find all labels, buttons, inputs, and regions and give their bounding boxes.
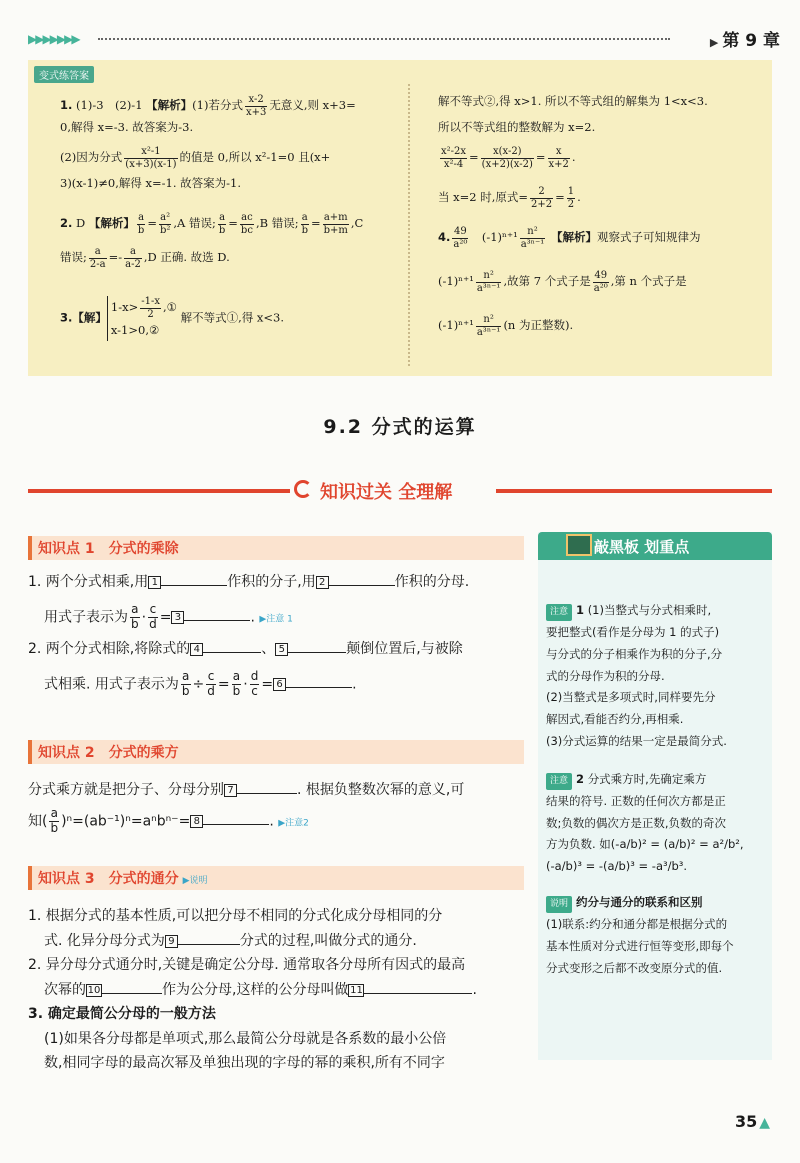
answer-line: 3)(x-1)≠0,解得 x=-1. 故答案为-1. xyxy=(60,176,242,190)
dotted-rule xyxy=(98,38,670,40)
kp2-name: 分式的乘方 xyxy=(108,745,179,761)
note-1-link[interactable]: ▶注意 1 xyxy=(259,614,293,625)
kp3-line: 2. 异分母分式通分时,关键是确定公分母. 通常取各分母所有因式的最高 xyxy=(28,957,466,973)
kp1-line: 式相乘. 用式子表示为 $\frac{a}{b}$ ÷ $\frac{c}{d}$ = $\frac{a}{b}$ · $\frac{d}{c}$ = 6 . xyxy=(44,669,357,698)
answer-line: 解不等式②,得 x>1. 所以不等式组的解集为 1<x<3. xyxy=(438,94,708,108)
answer-line: (-1)ⁿ⁺¹ $\frac{\text{n²}}{\text{a³ⁿ⁻¹}}$ ,故第 7 个式子是 $\frac{49}{\text{a²⁰}}$ ,第 n 个式子是 xyxy=(438,270,687,294)
sidebar-note-1: 注意 1 (1)当整式与分式相乘时, 要把整式(看作是分母为 1 的式子) 与分式的分子相乘作为积的分子,分 式的分母作为积的分母. (2)当整式是多项式时,同样要先分 解因式,看能否约分,再相乘. (3)分式运算的结果一定是最简分式. xyxy=(546,603,727,749)
answers-right-column xyxy=(438,94,768,338)
key-points-sidebar xyxy=(538,532,772,1060)
sidebar-note-2: 注意 2 分式乘方时,先确定乘方 结果的符号. 正数的任何次方都是正 数;负数的偶次方是正数,负数的奇次 方为负数. 如(-a/b)² = (a/b)² = a²/b², (-a/b)³ = -(a/b)³ = -a³/b³. xyxy=(546,771,744,874)
kp1-body xyxy=(28,570,528,699)
sidebar-header xyxy=(538,532,772,560)
answer-tag: 变式练答案 xyxy=(34,66,94,83)
blackboard-icon xyxy=(566,534,592,556)
blank-10[interactable] xyxy=(102,978,162,994)
answer-line: (2)因为分式 $\frac{\text{x²-1}}{(x+3)(x-1)}$ 的值是 0,所以 x²-1=0 且(x+ xyxy=(60,146,331,170)
kp3-line: 式. 化异分母分式为 9 分式的过程,叫做分式的通分. xyxy=(28,929,528,954)
swirl-icon xyxy=(294,480,312,498)
answer-line: 2. D 【解析】 $\frac{a}{b}$ = $\frac{\text{a²}}{\text{b²}}$ ,A 错误; $\frac{a}{b}$ = $\frac{ac}{bc}$ ,B 错误; $\frac{a}{b}$ = $\frac{a+m}{b+m}$ ,C xyxy=(60,212,364,236)
section-title: 9.2 分式的运算 xyxy=(323,416,477,438)
banner-rule-left xyxy=(28,489,290,493)
note-tag-icon: 注意 xyxy=(546,604,572,621)
kp2-line: 分式乘方就是把分子、分母分别 7 . 根据负整数次幂的意义,可 xyxy=(28,778,528,803)
answer-line: 所以不等式组的整数解为 x=2. xyxy=(438,120,596,134)
kp2-heading xyxy=(28,740,524,764)
kp2-body xyxy=(28,778,528,835)
page-decoration-icon: ▲ xyxy=(759,1115,770,1131)
answer-line: (-1)ⁿ⁺¹ $\frac{\text{n²}}{\text{a³ⁿ⁻¹}}$ (n 为正整数). xyxy=(438,314,574,338)
kp1-line: 1. 两个分式相乘,用 1 作积的分子,用 2 作积的分母. xyxy=(28,570,528,595)
kp3-line: 次幂的 10 作为公分母,这样的公分母叫做 11 . xyxy=(28,978,528,1003)
page-number: 35 ▲ xyxy=(734,1112,770,1131)
sidebar-title: 敲黑板 划重点 xyxy=(594,538,690,556)
blank-11[interactable] xyxy=(364,978,472,994)
explain-link[interactable]: ▶说明 xyxy=(182,876,208,886)
blank-2[interactable] xyxy=(329,570,395,586)
top-bar xyxy=(28,28,780,50)
answer-panel xyxy=(28,60,772,376)
answer-line: 当 x=2 时,原式= $\frac{2}{2+2}$ = $\frac{1}{2}$ . xyxy=(438,186,581,210)
kp3-heading xyxy=(28,866,524,890)
column-divider xyxy=(408,84,410,366)
kp1-title: 知识点 1 xyxy=(38,541,95,557)
answer-line: $\frac{\text{x²-2x}}{\text{x²-4}}$ = $\frac{x(x-2)}{(x+2)(x-2)}$ = $\frac{x}{x+2}$ . xyxy=(441,146,576,170)
answers-left-column xyxy=(60,94,400,341)
kp3-line: 3. 确定最简公分母的一般方法 xyxy=(28,1006,216,1022)
note-tag-icon: 注意 xyxy=(546,773,572,790)
note-2-link[interactable]: ▶注意2 xyxy=(278,818,309,829)
kp2-title: 知识点 2 xyxy=(38,745,95,761)
blank-5[interactable] xyxy=(288,637,346,653)
blank-1[interactable] xyxy=(161,570,227,586)
answer-line: 3.【解】1-x> $\frac{-1-x}{2}$ ,① x-1>0,② 解不等式①,得 x<3. xyxy=(60,296,400,341)
blank-8[interactable] xyxy=(203,809,269,825)
kp3-line: (1)如果各分母都是单项式,那么最简公分母就是各系数的最小公倍 xyxy=(44,1030,447,1047)
kp3-line: 数,相同字母的最高次幂及单独出现的字母的幂的乘积,所有不同字 xyxy=(44,1055,445,1071)
answer-line: 4. $\frac{49}{\text{a²⁰}}$ (-1)ⁿ⁺¹ $\frac{\text{n²}}{\text{a³ⁿ⁻¹}}$ 【解析】观察式子可知规律为 xyxy=(438,226,701,250)
kp1-line: 2. 两个分式相除,将除式的 4 、 5 颠倒位置后,与被除 xyxy=(28,637,528,662)
kp3-body xyxy=(28,904,528,1076)
kp1-name: 分式的乘除 xyxy=(108,541,179,557)
blank-3[interactable] xyxy=(184,605,250,621)
sidebar-note-3: 说明 约分与通分的联系和区别 (1)联系:约分和通分都是根据分式的 基本性质对分式进行恒等变形,即每个 分式变形之后都不改变原分式的值. xyxy=(546,895,734,975)
blank-7[interactable] xyxy=(237,778,297,794)
arrow-decoration-icon: ▶▶▶▶▶▶▶ xyxy=(28,32,79,46)
blank-9[interactable] xyxy=(178,929,240,945)
answer-line: 0,解得 x=-3. 故答案为-3. xyxy=(60,120,194,134)
kp2-line: 知( $\frac{a}{b}$ )ⁿ=(ab⁻¹)ⁿ=aⁿbⁿ⁻= 8 . ▶注意2 xyxy=(28,805,309,835)
answer-line: 1. (1)-3 (2)-1 【解析】(1)若分式 $\frac{x-2}{x+3}$ 无意义,则 x+3= xyxy=(60,94,356,118)
kp3-name: 分式的通分 xyxy=(108,871,179,887)
kp1-heading xyxy=(28,536,524,560)
answer-line: 错误; $\frac{a}{2-a}$ =- $\frac{a}{a-2}$ ,D 正确. 故选 D. xyxy=(60,246,230,270)
explain-tag-icon: 说明 xyxy=(546,896,572,913)
kp3-line: 1. 根据分式的基本性质,可以把分母不相同的分式化成分母相同的分 xyxy=(28,908,443,924)
sidebar-body xyxy=(546,600,768,980)
kp3-title: 知识点 3 xyxy=(38,871,95,887)
banner-rule-right xyxy=(496,489,772,493)
section-banner xyxy=(28,478,772,504)
kp1-line: 用式子表示为 $\frac{a}{b}$ · $\frac{c}{d}$ = 3 . ▶注意 1 xyxy=(44,601,293,631)
blank-6[interactable] xyxy=(286,672,352,688)
banner-text: 知识过关 全理解 xyxy=(320,482,453,503)
blank-4[interactable] xyxy=(203,637,261,653)
chapter-label: ▶ 第 9 章 xyxy=(709,31,780,51)
